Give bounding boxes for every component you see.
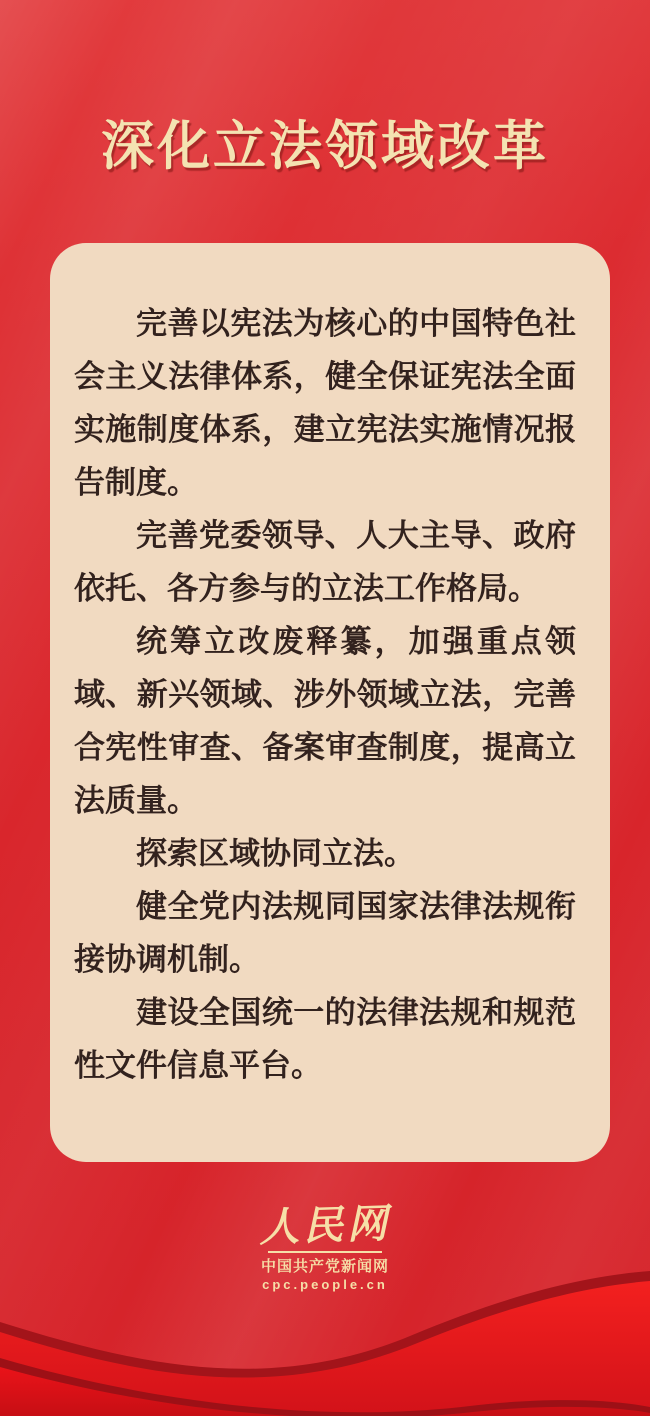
logo-divider xyxy=(268,1251,382,1253)
card-paragraph: 探索区域协同立法。 xyxy=(136,836,415,871)
card-paragraph: 建设全国统一的法律法规和规范性文件信息平台。 xyxy=(74,995,576,1083)
content-card xyxy=(50,243,610,1162)
card-paragraphs xyxy=(74,297,576,1092)
poster-title: 深化立法领域改革 xyxy=(101,117,549,176)
card-paragraph: 健全党内法规同国家法律法规衔接协调机制。 xyxy=(74,889,576,977)
card-paragraph: 统筹立改废释纂，加强重点领域、新兴领域、涉外领域立法，完善合宪性审查、备案审查制度，提高立法质量。 xyxy=(74,624,576,818)
silk-wave-graphic xyxy=(0,1266,650,1416)
people-net-logo: 人民网 xyxy=(258,1200,392,1251)
site-url-label: cpc.people.cn xyxy=(262,1277,388,1292)
site-name-label: 中国共产党新闻网 xyxy=(260,1258,389,1275)
card-paragraph: 完善以宪法为核心的中国特色社会主义法律体系，健全保证宪法全面实施制度体系，建立宪法实施情况报告制度。 xyxy=(74,306,576,500)
card-paragraph: 完善党委领导、人大主导、政府依托、各方参与的立法工作格局。 xyxy=(74,518,576,606)
